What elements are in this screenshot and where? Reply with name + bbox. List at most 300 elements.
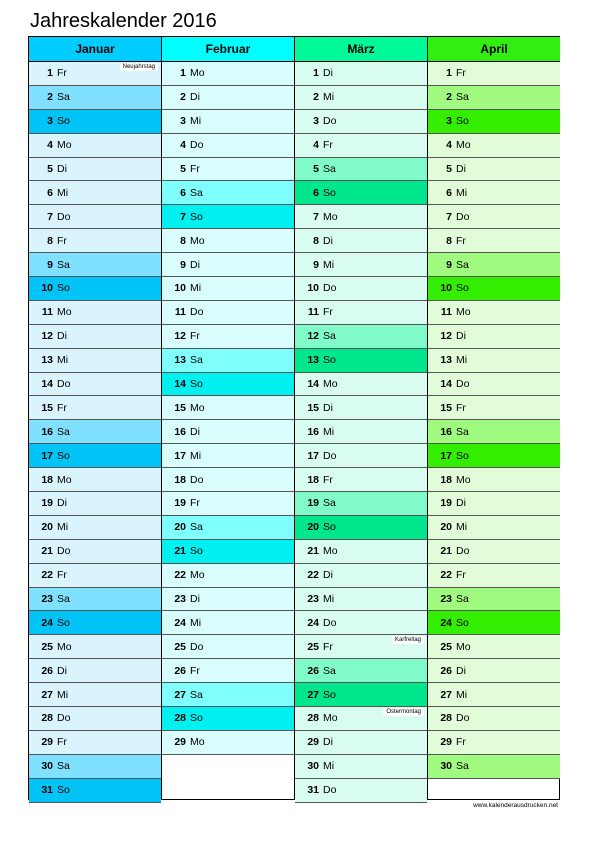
day-row [29,683,161,707]
weekday-label: So [456,616,469,629]
day-number: 3 [180,115,186,128]
weekday-label: Di [456,497,466,510]
day-row [162,396,294,420]
day-row [295,492,427,516]
day-number: 23 [41,593,53,606]
day-row [29,110,161,134]
day-row [162,277,294,301]
weekday-label: So [323,354,336,367]
weekday-label: Fr [456,569,466,582]
day-number: 28 [440,712,452,725]
day-number: 19 [440,497,452,510]
month-header: Januar [29,37,161,62]
weekday-label: Do [190,139,204,152]
weekday-label: Mo [456,473,471,486]
weekday-label: Mo [57,473,72,486]
weekday-label: Fr [323,640,333,653]
day-row [295,755,427,779]
day-row [29,373,161,397]
day-row [295,396,427,420]
day-row [428,373,560,397]
day-row [428,325,560,349]
day-row [29,301,161,325]
weekday-label: So [57,616,70,629]
day-number: 10 [440,282,452,295]
day-row [428,110,560,134]
weekday-label: Sa [190,354,203,367]
day-row [162,325,294,349]
day-number: 7 [313,210,319,223]
day-number: 22 [41,569,53,582]
day-row [295,588,427,612]
day-row [295,373,427,397]
weekday-label: Sa [190,521,203,534]
weekday-label: Mo [190,401,205,414]
day-number: 5 [446,163,452,175]
day-row [428,134,560,158]
day-number: 13 [174,354,186,367]
weekday-label: Mo [190,736,205,749]
weekday-label: Sa [456,425,469,438]
weekday-label: Mi [323,593,335,606]
day-row [295,611,427,635]
weekday-label: Do [190,640,204,653]
day-number: 21 [307,545,319,558]
day-number: 15 [41,401,53,414]
month-header: April [428,37,560,62]
weekday-label: Mo [456,306,471,319]
weekday-label: Mi [190,115,202,128]
weekday-label: Mi [456,186,468,199]
day-number: 30 [307,760,319,773]
day-number: 27 [440,688,452,701]
day-number: 15 [174,401,186,414]
weekday-label: Mi [57,354,69,367]
day-row [428,683,560,707]
weekday-label: Do [190,473,204,486]
day-row [162,229,294,253]
weekday-label: So [190,378,203,391]
day-number: 25 [307,640,319,653]
day-row [428,301,560,325]
day-number: 26 [307,664,319,677]
weekday-label: Di [323,736,333,749]
weekday-label: Mi [323,760,335,773]
weekday-label: So [57,282,70,295]
day-row [29,444,161,468]
weekday-label: Fr [57,67,67,80]
day-row [29,277,161,301]
day-number: 25 [440,640,452,653]
day-number: 6 [47,186,53,199]
day-row [29,86,161,110]
weekday-label: So [323,521,336,534]
weekday-label: Mi [57,521,69,534]
day-number: 10 [174,282,186,295]
day-row [295,683,427,707]
day-number: 6 [446,186,452,199]
day-number: 3 [47,115,53,128]
day-number: 29 [307,736,319,749]
weekday-label: Mo [456,139,471,152]
day-number: 22 [307,569,319,582]
footer-website: www.kalenderausdrucken.net [473,802,558,809]
day-row [295,444,427,468]
weekday-label: Di [456,163,466,175]
day-row [295,779,427,803]
day-row [295,134,427,158]
weekday-label: Do [57,210,71,223]
day-number: 2 [313,91,319,104]
day-row [162,588,294,612]
month-column-april [428,37,560,799]
weekday-label: Mi [456,688,468,701]
day-number: 23 [440,593,452,606]
day-number: 13 [440,354,452,367]
day-number: 5 [47,163,53,175]
day-number: 4 [446,139,452,152]
day-number: 22 [174,569,186,582]
weekday-label: Fr [190,664,200,677]
day-number: 24 [307,616,319,629]
day-number: 7 [446,210,452,223]
day-number: 19 [307,497,319,510]
weekday-label: Di [323,569,333,582]
day-row [428,707,560,731]
weekday-label: Mo [57,139,72,152]
day-row [29,134,161,158]
weekday-label: Do [323,616,337,629]
day-number: 11 [174,306,186,319]
day-row [428,444,560,468]
weekday-label: So [57,115,70,128]
day-row [428,564,560,588]
day-number: 17 [41,449,53,462]
day-number: 21 [174,545,186,558]
day-row [162,492,294,516]
day-row [162,253,294,277]
day-number: 6 [313,186,319,199]
day-number: 9 [313,258,319,271]
day-number: 27 [174,688,186,701]
day-row [295,349,427,373]
day-number: 2 [180,91,186,104]
weekday-label: Di [323,67,333,80]
day-row [29,707,161,731]
day-number: 11 [41,306,53,319]
day-number: 29 [174,736,186,749]
weekday-label: Fr [323,473,333,486]
day-row [162,707,294,731]
weekday-label: Mi [323,258,335,271]
day-row [295,420,427,444]
weekday-label: Do [57,378,71,391]
day-number: 11 [307,306,319,319]
day-number: 17 [307,449,319,462]
weekday-label: Do [456,712,470,725]
day-number: 20 [174,521,186,534]
weekday-label: Sa [190,688,203,701]
day-number: 1 [446,67,452,80]
day-row [428,588,560,612]
weekday-label: Mi [190,449,202,462]
day-number: 9 [446,258,452,271]
weekday-label: Fr [190,330,200,343]
day-row [162,86,294,110]
day-row [428,755,560,779]
weekday-label: Di [190,91,200,104]
weekday-label: So [456,115,469,128]
weekday-label: Sa [456,91,469,104]
day-row [295,229,427,253]
weekday-label: Sa [190,186,203,199]
day-row [162,540,294,564]
day-number: 27 [307,688,319,701]
weekday-label: Di [456,664,466,677]
day-number: 29 [440,736,452,749]
day-number: 5 [180,163,186,175]
day-number: 17 [174,449,186,462]
day-number: 10 [307,282,319,295]
day-row [428,205,560,229]
day-row [29,635,161,659]
day-row [428,277,560,301]
day-row [428,611,560,635]
weekday-label: Di [456,330,466,343]
month-header: März [295,37,427,62]
day-number: 30 [41,760,53,773]
day-row [295,277,427,301]
day-number: 6 [180,186,186,199]
day-row [162,110,294,134]
day-number: 18 [41,473,53,486]
day-row [428,468,560,492]
day-number: 21 [41,545,53,558]
weekday-label: So [190,210,203,223]
day-number: 16 [440,425,452,438]
day-number: 4 [47,139,53,152]
weekday-label: Fr [456,401,466,414]
day-row [295,62,427,86]
weekday-label: Sa [456,760,469,773]
day-row [29,349,161,373]
day-number: 18 [440,473,452,486]
day-row [29,492,161,516]
weekday-label: Do [323,449,337,462]
month-column-februar [162,37,295,799]
day-number: 22 [440,569,452,582]
weekday-label: Di [323,401,333,414]
day-number: 11 [440,306,452,319]
day-row [295,110,427,134]
weekday-label: Fr [190,497,200,510]
day-row [295,158,427,182]
day-number: 28 [41,712,53,725]
weekday-label: Sa [323,330,336,343]
day-number: 8 [47,234,53,247]
day-row [162,683,294,707]
holiday-label: Karfreitag [392,636,424,644]
day-number: 16 [174,425,186,438]
day-row [162,611,294,635]
day-row [428,659,560,683]
day-number: 26 [41,664,53,677]
weekday-label: Do [323,115,337,128]
weekday-label: Sa [323,163,336,175]
weekday-label: Mi [57,688,69,701]
day-row [29,588,161,612]
day-number: 23 [174,593,186,606]
day-number: 7 [47,210,53,223]
day-number: 31 [307,784,319,797]
day-number: 28 [174,712,186,725]
day-row [162,564,294,588]
day-number: 24 [174,616,186,629]
holiday-label: Neujahrstag [120,63,158,71]
day-row [29,540,161,564]
day-row [162,659,294,683]
day-number: 20 [440,521,452,534]
month-header: Februar [162,37,294,62]
day-row [29,205,161,229]
day-number: 8 [446,234,452,247]
day-number: 3 [313,115,319,128]
day-number: 19 [174,497,186,510]
weekday-label: Fr [456,736,466,749]
weekday-label: Mo [190,569,205,582]
weekday-label: Di [190,593,200,606]
weekday-label: Fr [456,67,466,80]
day-row [162,516,294,540]
day-row [162,373,294,397]
day-row [29,253,161,277]
day-number: 4 [180,139,186,152]
day-number: 16 [41,425,53,438]
day-row [162,301,294,325]
weekday-label: So [456,449,469,462]
day-row [29,325,161,349]
day-row [162,468,294,492]
day-row [29,158,161,182]
day-number: 12 [41,330,53,343]
weekday-label: Fr [456,234,466,247]
day-number: 7 [180,210,186,223]
day-number: 12 [307,330,319,343]
day-number: 13 [41,354,53,367]
day-row [295,468,427,492]
day-number: 14 [440,378,452,391]
weekday-label: Mo [323,210,338,223]
weekday-label: Do [456,210,470,223]
day-row [428,229,560,253]
day-number: 25 [41,640,53,653]
weekday-label: Do [323,784,337,797]
day-number: 29 [41,736,53,749]
day-number: 20 [307,521,319,534]
weekday-label: Fr [323,139,333,152]
day-number: 23 [307,593,319,606]
day-number: 20 [41,521,53,534]
day-row [162,444,294,468]
weekday-label: Sa [57,593,70,606]
weekday-label: So [190,545,203,558]
day-row [428,516,560,540]
day-number: 17 [440,449,452,462]
day-number: 4 [313,139,319,152]
weekday-label: Di [323,234,333,247]
day-row [428,181,560,205]
day-number: 1 [180,67,186,80]
day-row [29,396,161,420]
weekday-label: Do [323,282,337,295]
weekday-label: Mo [190,67,205,80]
day-row [428,396,560,420]
day-row [428,349,560,373]
day-row [428,492,560,516]
day-row [295,564,427,588]
weekday-label: So [57,784,70,797]
weekday-label: Do [57,545,71,558]
day-row [29,779,161,803]
day-number: 24 [41,616,53,629]
weekday-label: Sa [323,497,336,510]
day-number: 14 [307,378,319,391]
day-row [162,62,294,86]
day-number: 3 [446,115,452,128]
day-number: 28 [307,712,319,725]
weekday-label: Di [57,497,67,510]
day-number: 15 [440,401,452,414]
day-number: 5 [313,163,319,175]
day-row [428,62,560,86]
day-row [295,325,427,349]
day-row [162,420,294,444]
day-row [162,134,294,158]
day-row [162,205,294,229]
day-row [295,86,427,110]
day-row [162,635,294,659]
day-row [162,731,294,755]
day-number: 10 [41,282,53,295]
day-number: 24 [440,616,452,629]
day-number: 12 [174,330,186,343]
day-row [295,635,427,659]
month-column-januar [29,37,162,799]
weekday-label: Mo [190,234,205,247]
calendar-grid [28,36,560,800]
day-row [29,755,161,779]
page-title: Jahreskalender 2016 [30,10,217,32]
weekday-label: Sa [57,91,70,104]
day-row [29,229,161,253]
day-row [428,420,560,444]
weekday-label: Mi [456,521,468,534]
day-number: 9 [47,258,53,271]
day-row [295,181,427,205]
weekday-label: Di [57,330,67,343]
weekday-label: Do [456,545,470,558]
day-row [295,540,427,564]
day-number: 31 [41,784,53,797]
weekday-label: Fr [323,306,333,319]
weekday-label: Di [190,258,200,271]
day-row [295,659,427,683]
weekday-label: Mi [190,616,202,629]
day-row [295,301,427,325]
day-row [29,468,161,492]
day-row [162,349,294,373]
day-number: 1 [313,67,319,80]
